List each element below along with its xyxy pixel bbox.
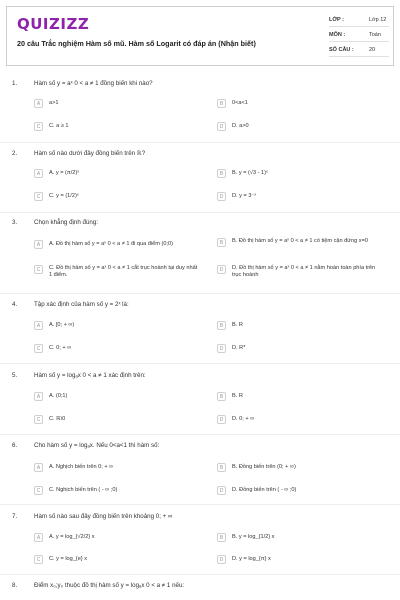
option-b[interactable] (217, 321, 387, 332)
meta-subject-key: MÔN : (329, 32, 346, 38)
option-c[interactable] (34, 486, 204, 497)
meta-count-key: SỐ CÂU : (329, 47, 354, 53)
option-text: B. R (232, 393, 243, 399)
question-divider (0, 142, 400, 143)
option-text: A. y = (π/2)ˣ (49, 170, 80, 176)
option-letter-box: A (34, 99, 43, 108)
option-text: C. y = log_{e} x (49, 556, 88, 562)
option-text: a>1 (49, 100, 59, 106)
question-number: 6. (12, 442, 18, 449)
option-letter-box: D (217, 192, 226, 201)
option-letter-box: C (34, 415, 43, 424)
option-text: 0<a<1 (232, 100, 248, 106)
question-divider (0, 293, 400, 294)
question-text: Tập xác định của hàm số y = 2ˣ là: (34, 301, 129, 308)
option-letter-box: B (217, 533, 226, 542)
option-letter-box: C (34, 265, 43, 274)
meta-grade-key: LỚP : (329, 17, 344, 23)
option-text: A. Đồ thị hàm số y = aˣ 0 < a ≠ 1 đi qua điểm (0;0) (49, 241, 173, 247)
question-number: 1. (12, 80, 18, 87)
option-d[interactable] (217, 555, 387, 566)
option-text: D. Đồng biến trên ( - ∞ ;0) (232, 487, 297, 493)
option-letter-box: B (217, 463, 226, 472)
worksheet-header (6, 6, 394, 66)
document-title: 20 câu Trắc nghiệm Hàm số mũ. Hàm số Logarit có đáp án (Nhận biết) (17, 39, 256, 48)
question-text: Hàm số y = aˣ 0 < a ≠ 1 đồng biến khi nào? (34, 80, 153, 87)
option-letter-box: B (217, 99, 226, 108)
option-text: D. R* (232, 345, 246, 351)
option-letter-box: D (217, 122, 226, 131)
question-divider (0, 504, 400, 505)
option-letter-box: D (217, 344, 226, 353)
option-b[interactable] (217, 238, 392, 249)
option-text: C. y = (1/2)ˣ (49, 193, 79, 199)
option-text: D. y = 3⁻ˣ (232, 193, 257, 199)
option-text: A. y = log_{√2/2} x (49, 534, 95, 540)
question-divider (0, 434, 400, 435)
question-text: Hàm số y = logₐx 0 < a ≠ 1 xác định trên: (34, 372, 146, 379)
option-letter-box: A (34, 321, 43, 330)
option-d[interactable] (217, 192, 387, 203)
meta-grade-value: Lớp 12 (369, 17, 387, 23)
option-d[interactable] (217, 265, 392, 276)
option-letter-box: C (34, 486, 43, 495)
option-text: D. Đồ thị hàm số y = aˣ 0 < a ≠ 1 nằm hoàn toàn phía trên trục hoành (232, 265, 376, 278)
option-letter-box: C (34, 192, 43, 201)
meta-count-value: 20 (369, 47, 376, 53)
option-a[interactable] (34, 533, 204, 544)
option-c[interactable] (34, 555, 204, 566)
option-letter-box: C (34, 122, 43, 131)
option-text: C. ℝ\0 (49, 416, 66, 422)
option-letter-box: C (34, 555, 43, 564)
question-number: 2. (12, 150, 18, 157)
option-text: B. Đồng biến trên (0; + ∞) (232, 464, 296, 470)
option-c[interactable] (34, 192, 204, 203)
question-text: Cho hàm số y = logₐx. Nếu 0<a<1 thì hàm số: (34, 442, 160, 449)
option-letter-box: B (217, 238, 226, 247)
question-divider (0, 212, 400, 213)
option-c[interactable] (34, 265, 209, 276)
question-number: 3. (12, 219, 18, 226)
option-letter-box: A (34, 392, 43, 401)
option-text: D. a>0 (232, 123, 249, 129)
option-text: C. 0; + ∞ (49, 345, 72, 351)
option-letter-box: A (34, 169, 43, 178)
option-a[interactable] (34, 169, 204, 180)
option-text: A. Nghịch biến trên 0; + ∞ (49, 464, 114, 470)
option-text: C. a ≥ 1 (49, 123, 69, 129)
option-letter-box: C (34, 344, 43, 353)
option-letter-box: D (217, 486, 226, 495)
option-text: B. y = log_{1/2} x (232, 534, 275, 540)
question-divider (0, 363, 400, 364)
meta-divider (329, 56, 389, 57)
option-letter-box: B (217, 169, 226, 178)
question-text: Chọn khẳng định đúng: (34, 219, 98, 226)
option-c[interactable] (34, 415, 204, 426)
question-number: 8. (12, 582, 18, 589)
option-a[interactable] (34, 99, 204, 110)
option-text: D. y = log_{π} x (232, 556, 271, 562)
option-b[interactable] (217, 169, 387, 180)
option-letter-box: D (217, 415, 226, 424)
option-text: C. Nghịch biến trên ( - ∞ ;0) (49, 487, 118, 493)
question-number: 7. (12, 513, 18, 520)
meta-divider (329, 41, 389, 42)
option-letter-box: A (34, 533, 43, 542)
option-letter-box: A (34, 240, 43, 249)
option-a[interactable] (34, 463, 204, 474)
option-letter-box: B (217, 321, 226, 330)
option-text: A. [0; + ∞) (49, 322, 75, 328)
meta-subject-value: Toán (369, 32, 381, 38)
quizizz-logo: QUIZIZZ (17, 15, 90, 33)
option-c[interactable] (34, 344, 204, 355)
option-a[interactable] (34, 321, 204, 332)
question-number: 4. (12, 301, 18, 308)
option-letter-box: D (217, 265, 226, 274)
option-text: D. 0; + ∞ (232, 416, 255, 422)
option-b[interactable] (217, 463, 387, 474)
option-text: C. Đồ thị hàm số y = aˣ 0 < a ≠ 1 cắt trục hoành tại duy nhất 1 điểm. (49, 265, 198, 278)
option-d[interactable] (217, 415, 387, 426)
option-b[interactable] (217, 392, 387, 403)
option-text: B. R (232, 322, 243, 328)
option-d[interactable] (217, 344, 387, 355)
question-number: 5. (12, 372, 18, 379)
option-b[interactable] (217, 533, 387, 544)
question-text: Hàm số nào dưới đây đồng biến trên ℝ? (34, 150, 146, 157)
option-b[interactable] (217, 99, 387, 110)
question-text: Hàm số nào sau đây đồng biến trên khoảng 0; + ∞ (34, 513, 173, 520)
option-a[interactable] (34, 392, 204, 403)
option-text: B. Đồ thị hàm số y = aˣ 0 < a ≠ 1 có tiệm cận đứng x=0 (232, 238, 368, 244)
option-d[interactable] (217, 486, 387, 497)
option-d[interactable] (217, 122, 387, 133)
meta-divider (329, 26, 389, 27)
option-letter-box: A (34, 463, 43, 472)
option-text: A. (0;1) (49, 393, 68, 399)
option-letter-box: D (217, 555, 226, 564)
option-text: B. y = (√3 - 1)ˣ (232, 170, 268, 176)
option-letter-box: B (217, 392, 226, 401)
option-c[interactable] (34, 122, 204, 133)
option-a[interactable] (34, 240, 209, 251)
question-divider (0, 574, 400, 575)
question-text: Điểm x₀;y₀ thuộc đồ thị hàm số y = logₐx 0 < a ≠ 1 nếu: (34, 582, 185, 589)
